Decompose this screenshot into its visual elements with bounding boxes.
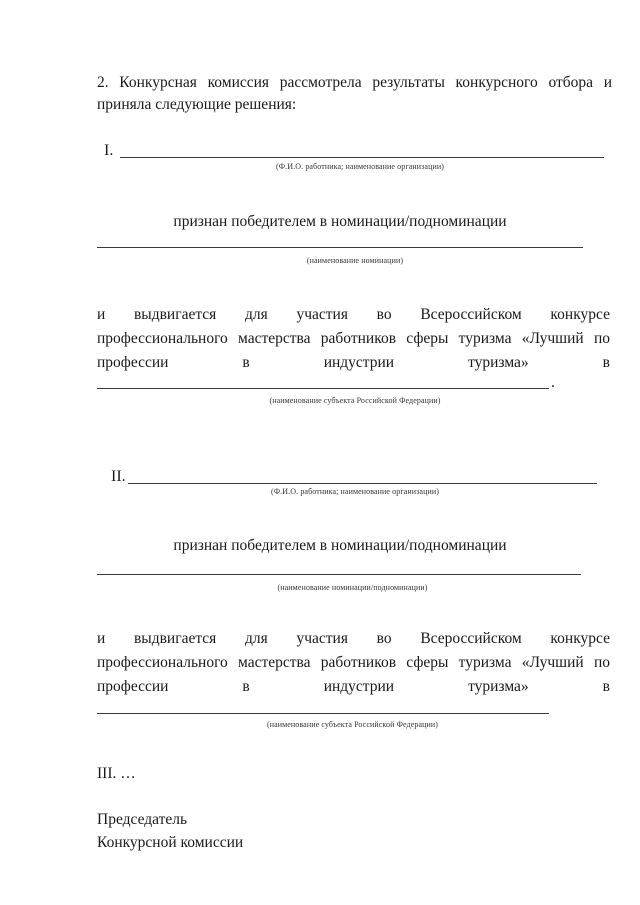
word: и <box>97 630 106 647</box>
word: в <box>602 678 610 695</box>
decision-2-person-caption: (Ф.И.О. работника; наименование организации) <box>270 487 439 496</box>
word: для <box>245 306 268 323</box>
word: в <box>602 354 610 371</box>
word: и <box>97 306 106 323</box>
word: работников <box>320 330 397 347</box>
decision-2-nomination-caption: (наименование номинации/подноминации) <box>277 583 428 592</box>
word: выдвигается <box>133 630 217 647</box>
word: сферы <box>406 330 449 347</box>
word: конкурсе <box>550 306 610 323</box>
decision-1-numeral: I. <box>104 142 114 159</box>
word: по <box>593 330 610 347</box>
decision-1-row-2 <box>97 328 610 350</box>
word: участия <box>296 630 348 647</box>
decision-2-row-2 <box>97 652 610 674</box>
word: сферы <box>406 654 449 671</box>
decision-1-nomination-caption: (наименование номинации) <box>306 256 404 265</box>
decision-2-numeral: II. <box>111 468 126 485</box>
decision-1-nomination-line <box>97 247 583 248</box>
decision-1-region-line <box>97 388 549 389</box>
word: профессии <box>97 678 169 695</box>
word: конкурсе <box>550 630 610 647</box>
word: в <box>242 678 250 695</box>
word: туризма <box>458 330 512 347</box>
decision-1-region-caption: (наименование субъекта Российской Федерации) <box>269 396 441 405</box>
word: во <box>376 630 392 647</box>
decision-2-row-3 <box>97 676 610 698</box>
word: «Лучший <box>521 654 584 671</box>
decision-2-region-line <box>97 713 549 714</box>
decision-1-person-line <box>120 157 604 158</box>
signature-title-line-1: Председатель <box>97 811 188 828</box>
word: участия <box>296 306 348 323</box>
intro-line-1: 2. Конкурсная комиссия рассмотрела результаты конкурсного отбора и <box>97 74 612 91</box>
word: Всероссийском <box>420 306 522 323</box>
decision-1-winner-text: признан победителем в номинации/подноминации <box>173 213 507 230</box>
word: выдвигается <box>133 306 217 323</box>
word: мастерства <box>238 654 311 671</box>
word: для <box>245 630 268 647</box>
decision-1-row-3 <box>97 352 610 374</box>
word: индустрии <box>323 354 395 371</box>
intro-line-2: приняла следующие решения: <box>97 96 297 113</box>
word: туризма <box>458 654 512 671</box>
decision-1-row-1 <box>97 304 610 326</box>
decision-2-row-1 <box>97 628 610 650</box>
decision-1-person-caption: (Ф.И.О. работника; наименование организации) <box>275 162 444 171</box>
word: профессии <box>97 354 169 371</box>
word: мастерства <box>238 330 311 347</box>
word: индустрии <box>323 678 395 695</box>
item-3: III. … <box>97 765 136 782</box>
signature-title-line-2: Конкурсной комиссии <box>97 834 244 851</box>
word: Всероссийском <box>420 630 522 647</box>
word: профессионального <box>97 330 228 347</box>
decision-2-winner-text: признан победителем в номинации/подноминации <box>173 537 507 554</box>
decision-1-end-mark: . <box>551 374 555 391</box>
word: туризма» <box>468 678 529 695</box>
word: туризма» <box>468 354 529 371</box>
word: по <box>593 654 610 671</box>
word: работников <box>320 654 397 671</box>
word: профессионального <box>97 654 228 671</box>
decision-2-nomination-line <box>97 574 581 575</box>
word: в <box>242 354 250 371</box>
decision-2-person-line <box>128 483 597 484</box>
decision-2-region-caption: (наименование субъекта Российской Федерации) <box>266 720 439 729</box>
word: «Лучший <box>521 330 584 347</box>
word: во <box>376 306 392 323</box>
